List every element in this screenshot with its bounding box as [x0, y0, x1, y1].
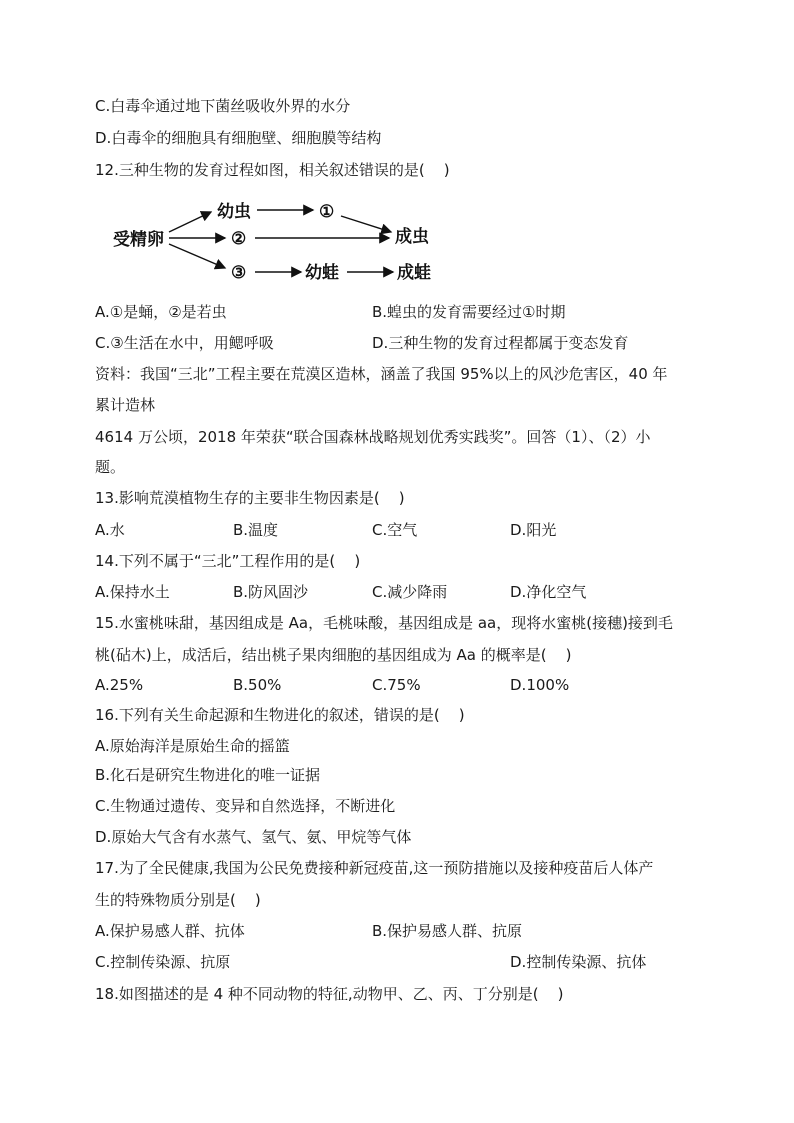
question-15-line-1: 15.水蜜桃味甜，基因组成是 Aa，毛桃味酸，基因组成是 aa，现将水蜜桃(接穗)接到毛 [95, 614, 673, 632]
arrow-egg-stage3 [169, 244, 225, 268]
question-12: 12.三种生物的发育过程如图，相关叙述错误的是( ) [95, 161, 450, 179]
label-fertilized-egg: 受精卵 [113, 230, 164, 250]
q12-option-c: C.③生活在水中，用鳃呼吸 [95, 334, 274, 352]
q11-option-d: D.白毒伞的细胞具有细胞壁、细胞膜等结构 [95, 129, 382, 147]
label-tadpole: 幼蛙 [305, 263, 339, 283]
question-13: 13.影响荒漠植物生存的主要非生物因素是( ) [95, 489, 405, 507]
question-17-line-2: 生的特殊物质分别是( ) [95, 891, 261, 909]
q14-option-a: A.保持水土 [95, 583, 170, 601]
q13-option-d: D.阳光 [510, 521, 557, 539]
arrow-egg-larva [169, 212, 211, 232]
arrow-stage1-adult [341, 216, 391, 232]
q12-option-b: B.蝗虫的发育需要经过①时期 [372, 303, 566, 321]
q16-option-c: C.生物通过遗传、变异和自然选择，不断进化 [95, 797, 396, 815]
q13-option-b: B.温度 [233, 521, 279, 539]
q16-option-a: A.原始海洋是原始生命的摇篮 [95, 737, 290, 755]
q15-option-a: A.25% [95, 676, 144, 694]
question-17-line-1: 17.为了全民健康,我国为公民免费接种新冠疫苗,这一预防措施以及接种疫苗后人体产 [95, 859, 654, 877]
q14-option-d: D.净化空气 [510, 583, 587, 601]
q17-option-d: D.控制传染源、抗体 [510, 953, 647, 971]
label-stage-1: ① [319, 202, 335, 222]
question-15-line-2: 桃(砧木)上，成活后，结出桃子果肉细胞的基因组成为 Aa 的概率是( ) [95, 646, 572, 664]
q16-option-d: D.原始大气含有水蒸气、氢气、氨、甲烷等气体 [95, 828, 412, 846]
q15-option-c: C.75% [372, 676, 421, 694]
q16-option-b: B.化石是研究生物进化的唯一证据 [95, 766, 321, 784]
q17-option-b: B.保护易感人群、抗原 [372, 922, 523, 940]
q12-option-d: D.三种生物的发育过程都属于变态发育 [372, 334, 629, 352]
label-stage-3: ③ [231, 263, 247, 283]
q17-option-c: C.控制传染源、抗原 [95, 953, 231, 971]
q11-option-c: C.白毒伞通过地下菌丝吸收外界的水分 [95, 97, 351, 115]
q15-option-b: B.50% [233, 676, 282, 694]
q14-option-b: B.防风固沙 [233, 583, 309, 601]
question-16: 16.下列有关生命起源和生物进化的叙述，错误的是( ) [95, 706, 465, 724]
q13-option-c: C.空气 [372, 521, 418, 539]
q14-option-c: C.减少降雨 [372, 583, 448, 601]
info-text-2: 累计造林 [95, 396, 156, 414]
question-14: 14.下列不属于“三北”工程作用的是( ) [95, 552, 361, 570]
q15-option-d: D.100% [510, 676, 570, 694]
question-18: 18.如图描述的是 4 种不同动物的特征,动物甲、乙、丙、丁分别是( ) [95, 985, 564, 1003]
label-frog: 成蛙 [397, 263, 431, 283]
label-adult-insect: 成虫 [395, 227, 429, 247]
info-text-3: 4614 万公顷，2018 年荣获“联合国森林战略规划优秀实践奖”。回答（1）、（2）小 [95, 428, 651, 446]
q13-option-a: A.水 [95, 521, 125, 539]
info-text-1: 资料：我国“三北”工程主要在荒漠区造林，涵盖了我国 95%以上的风沙危害区，40 年 [95, 365, 668, 383]
info-text-4: 题。 [95, 458, 126, 476]
q12-option-a: A.①是蛹，②是若虫 [95, 303, 227, 321]
development-diagram [105, 192, 465, 292]
q17-option-a: A.保护易感人群、抗体 [95, 922, 245, 940]
label-stage-2: ② [231, 229, 247, 249]
label-larva: 幼虫 [217, 202, 251, 222]
